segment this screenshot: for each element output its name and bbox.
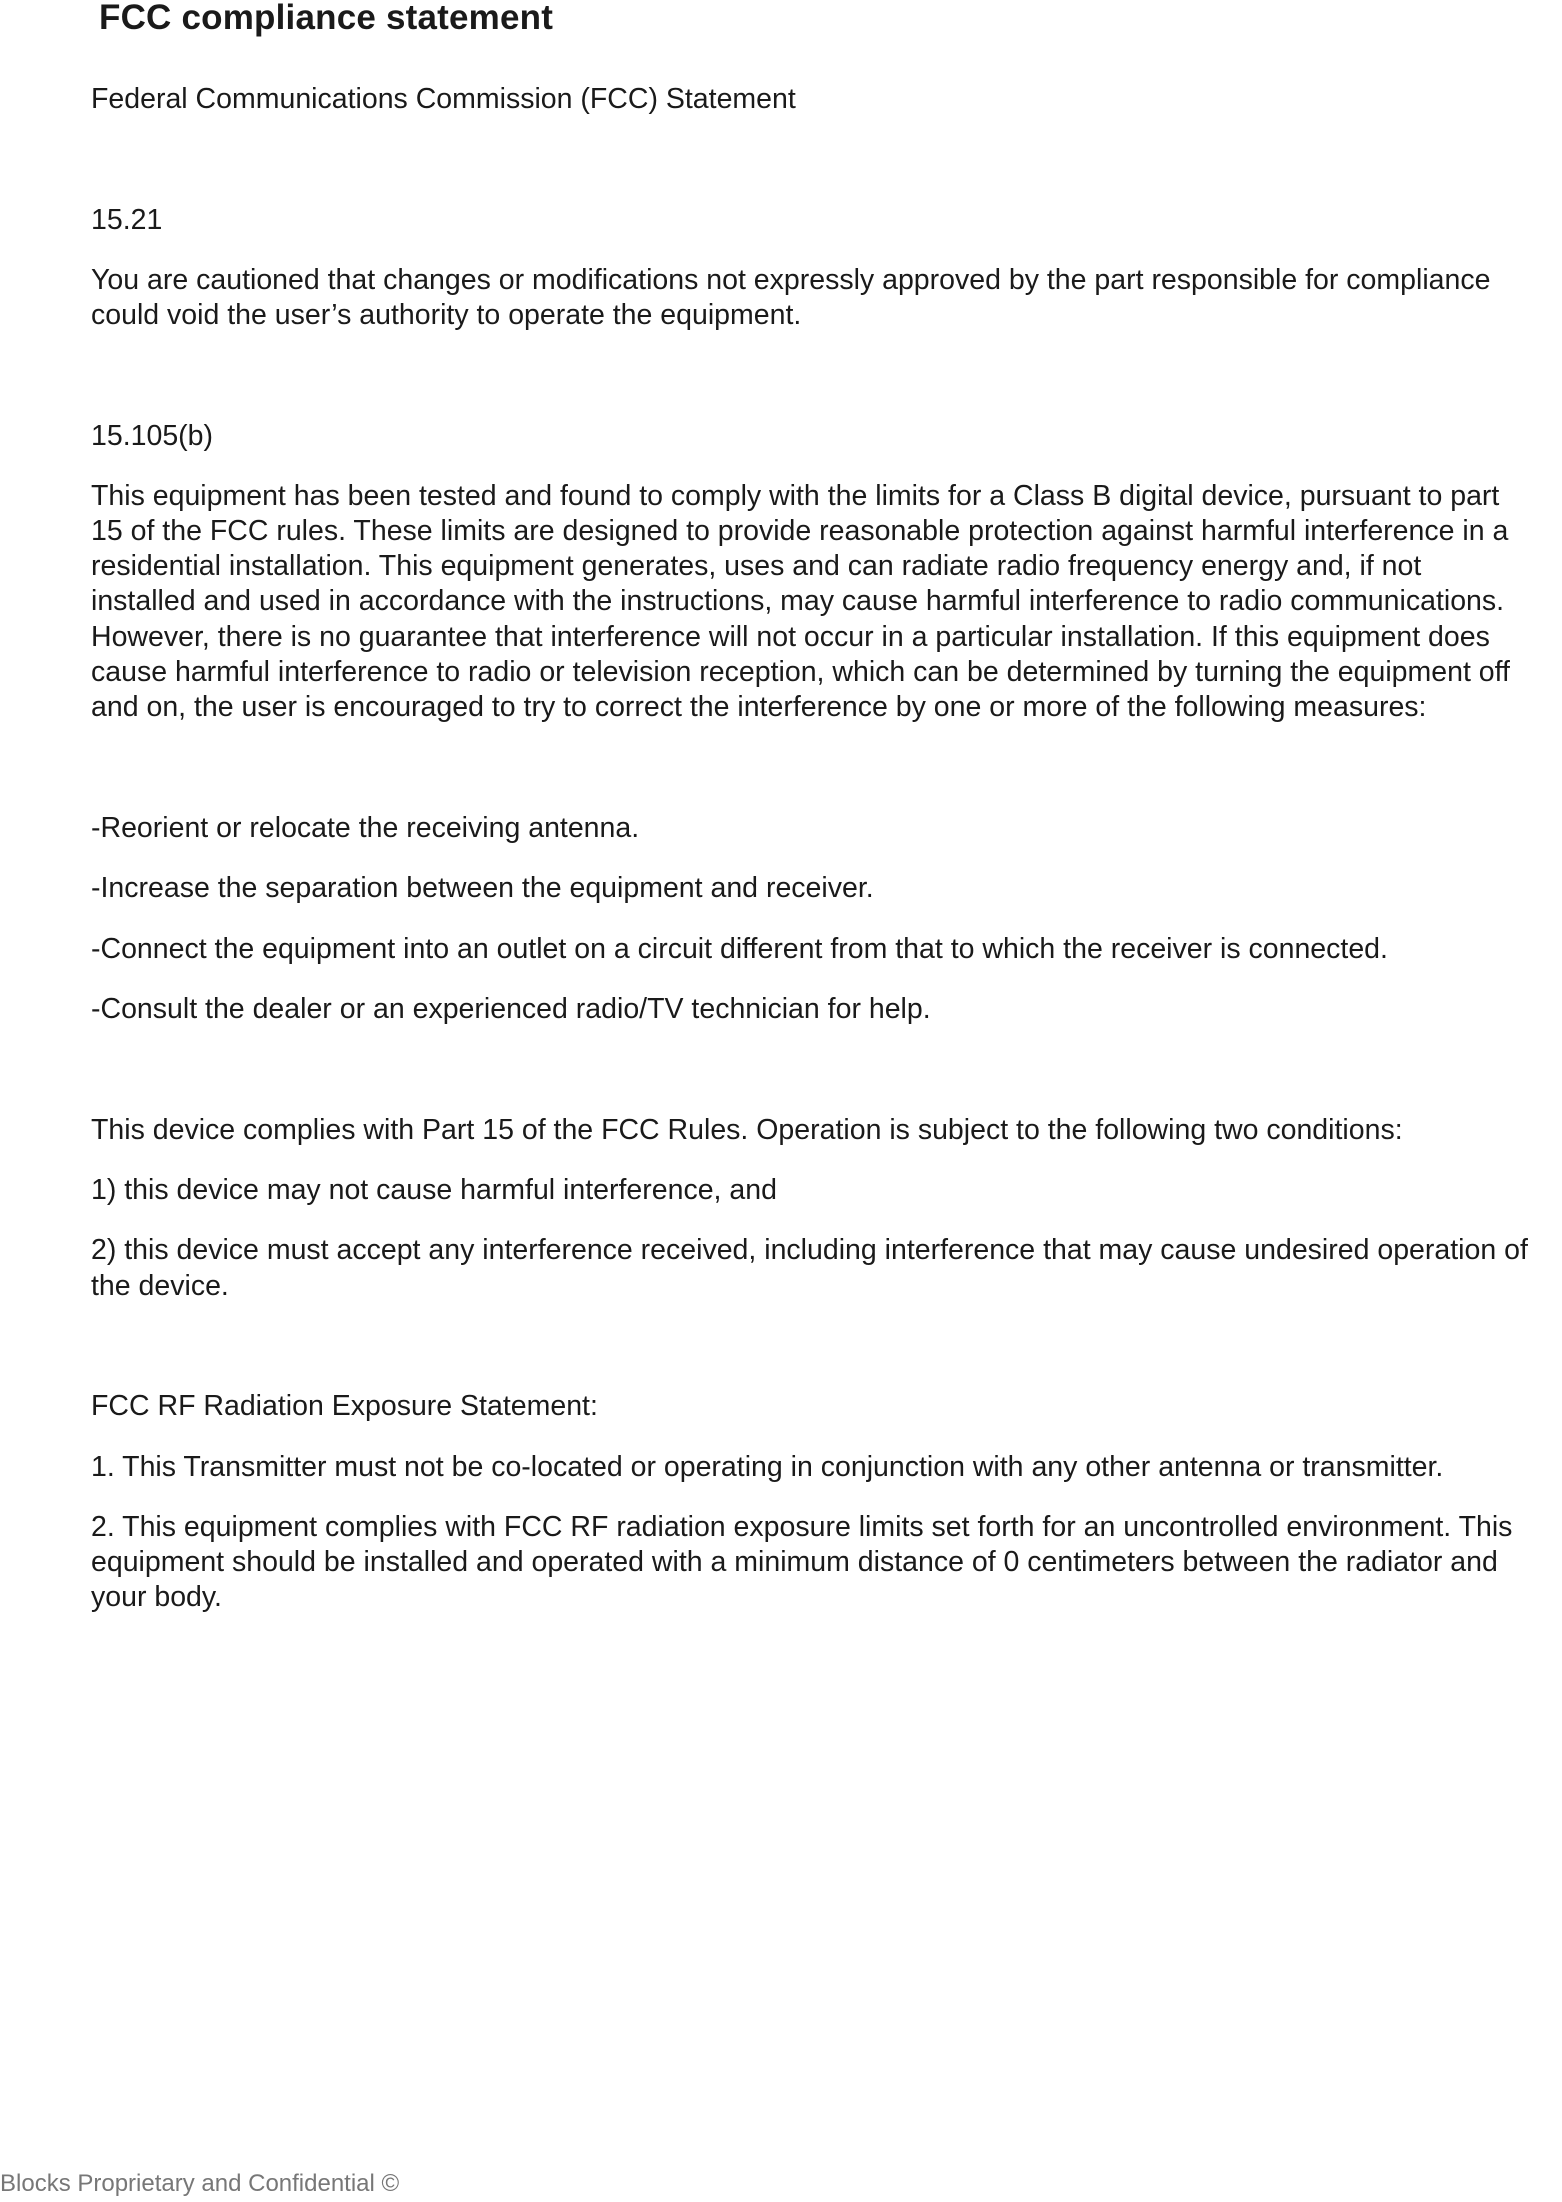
section-15-21-line: could void the user’s authority to operate the equipment. xyxy=(91,299,802,331)
section-15-105b-heading: 15.105(b) xyxy=(91,420,214,452)
section-15-105b-line: 15 of the FCC rules. These limits are designed to provide reasonable protection against harmful interference in a xyxy=(91,515,1509,547)
section-15-105b-line: This equipment has been tested and found to comply with the limits for a Class B digital device, pursuant to part xyxy=(91,480,1500,512)
section-15-105b-line: installed and used in accordance with the instructions, may cause harmful interference to radio communications. xyxy=(91,585,1505,617)
rf-exposure-item-2-line: your body. xyxy=(91,1581,222,1613)
part15-condition-2-line: 2) this device must accept any interference received, including interference that may cause undesired operation of xyxy=(91,1234,1528,1266)
measure-item: -Consult the dealer or an experienced radio/TV technician for help. xyxy=(91,993,931,1025)
part15-condition-1: 1) this device may not cause harmful interference, and xyxy=(91,1174,777,1206)
page-footer: Blocks Proprietary and Confidential © xyxy=(0,2170,400,2197)
section-15-105b-line: However, there is no guarantee that interference will not occur in a particular installation. If this equipment does xyxy=(91,621,1490,653)
rf-exposure-heading: FCC RF Radiation Exposure Statement: xyxy=(91,1390,598,1422)
measure-item: -Connect the equipment into an outlet on a circuit different from that to which the receiver is connected. xyxy=(91,933,1388,965)
rf-exposure-item-2-line: 2. This equipment complies with FCC RF radiation exposure limits set forth for an uncontrolled environment. This xyxy=(91,1511,1513,1543)
measure-item: -Reorient or relocate the receiving antenna. xyxy=(91,812,640,844)
section-15-105b-line: and on, the user is encouraged to try to correct the interference by one or more of the following measures: xyxy=(91,691,1427,723)
measure-item: -Increase the separation between the equipment and receiver. xyxy=(91,872,874,904)
rf-exposure-item-2-line: equipment should be installed and operated with a minimum distance of 0 centimeters between the radiator and xyxy=(91,1546,1498,1578)
section-15-105b-line: residential installation. This equipment generates, uses and can radiate radio frequency energy and, if not xyxy=(91,550,1422,582)
page-title: FCC compliance statement xyxy=(99,0,554,37)
part15-intro: This device complies with Part 15 of the FCC Rules. Operation is subject to the following two conditions: xyxy=(91,1114,1403,1146)
section-15-21-line: You are cautioned that changes or modifications not expressly approved by the part responsible for compliance xyxy=(91,264,1491,296)
section-15-21-heading: 15.21 xyxy=(91,204,163,236)
section-15-105b-line: cause harmful interference to radio or television reception, which can be determined by turning the equipment off xyxy=(91,656,1510,688)
part15-condition-2-line: the device. xyxy=(91,1270,229,1302)
rf-exposure-item-1: 1. This Transmitter must not be co-located or operating in conjunction with any other antenna or transmitter. xyxy=(91,1451,1444,1483)
statement-subtitle: Federal Communications Commission (FCC) Statement xyxy=(91,83,796,115)
